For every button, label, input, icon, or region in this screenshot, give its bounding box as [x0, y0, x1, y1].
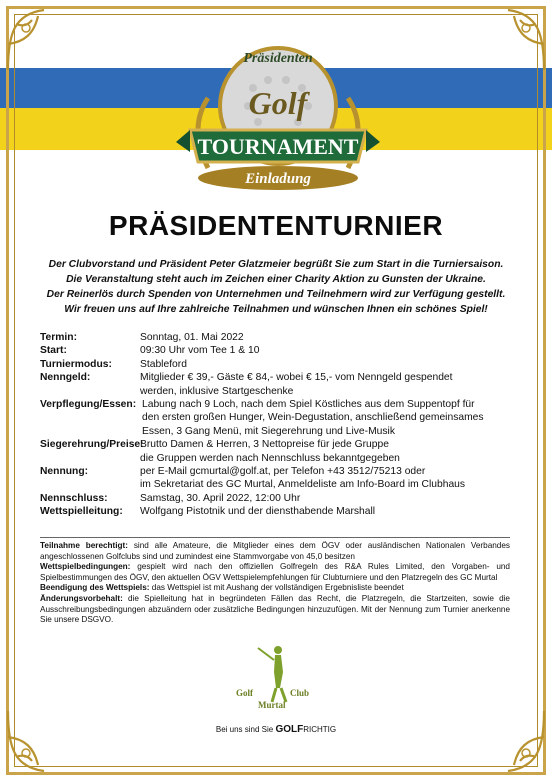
- detail-value: werden, inklusive Startgeschenke: [140, 385, 294, 397]
- detail-row-nenngeld: [40, 371, 520, 398]
- sponsor-brand-bold: GOLF: [275, 724, 304, 735]
- term-label: Beendigung des Wettspiels:: [40, 583, 150, 593]
- detail-label: Nenngeld:: [40, 372, 91, 384]
- sponsor-prefix: Bei uns sind Sie: [215, 725, 276, 734]
- divider: [40, 537, 510, 538]
- detail-label: Turniermodus:: [40, 358, 112, 370]
- detail-label: Termin:: [40, 332, 77, 343]
- logo-top-text: Präsidenten: [243, 51, 313, 66]
- detail-label: Siegerehrung/Preise:: [40, 439, 144, 451]
- detail-value: den ersten großen Hunger, Wein-Degustation, anschließend gemeinsames: [142, 412, 484, 424]
- club-name-murtal: Murtal: [258, 700, 286, 710]
- detail-row-nennung: [40, 465, 520, 492]
- detail-value: Brutto Damen & Herren, 3 Nettopreise für jede Gruppe: [140, 439, 389, 451]
- detail-value: Labung nach 9 Loch, nach dem Spiel Köstliches aus dem Suppentopf für: [142, 399, 475, 411]
- term-label: Teilnahme berechtigt:: [40, 541, 129, 550]
- terms-section: [40, 541, 510, 626]
- detail-label: Start:: [40, 345, 67, 357]
- detail-label: Wettspielleitung:: [40, 506, 123, 518]
- detail-row-termin: [40, 331, 520, 344]
- intro-text: [28, 257, 524, 317]
- corner-ornament-icon: [4, 707, 74, 777]
- detail-label: Verpflegung/Essen:: [40, 399, 137, 411]
- sponsor-brand-rest: RICHTIG: [303, 725, 337, 734]
- term-text: sind alle Amateure, die Mitglieder eines dem ÖGV oder ausländischen Nationalen Verbandes angeschlossenen Golfclubs sind und zumindest eine Stammvorgabe von 45,0 besitzen: [40, 541, 511, 561]
- corner-ornament-icon: [478, 4, 548, 74]
- detail-row-nennschluss: [40, 492, 520, 505]
- term-paragraph: [40, 562, 510, 583]
- logo-bottom-text: Einladung: [245, 171, 311, 187]
- club-name-golf: Golf: [236, 688, 253, 698]
- detail-row-verpflegung: [40, 398, 520, 438]
- detail-row-siegerehrung: [40, 438, 520, 465]
- detail-row-turniermodus: [40, 358, 520, 371]
- detail-value: per E-Mail gcmurtal@golf.at, per Telefon +43 3512/75213 oder: [140, 466, 426, 478]
- term-text: gespielt wird nach den offiziellen Golfregeln des R&A Rules Limited, den Vorgaben- und Spielbestimmungen des ÖGV, den aktuellen ÖGV Wettspielempfehlungen für Clubturniere und den Platzregeln des GC Murtal: [40, 562, 510, 582]
- term-label: Änderungsvorbehalt:: [40, 593, 123, 603]
- detail-value: Stableford: [140, 358, 187, 370]
- detail-row-start: [40, 344, 520, 357]
- term-paragraph: [40, 541, 510, 562]
- logo-golf-text: Golf: [248, 85, 308, 121]
- detail-value: Mitglieder € 39,- Gäste € 84,- wobei € 15,- vom Nenngeld gespendet: [140, 372, 453, 384]
- logo-banner-text: TOURNAMENT: [197, 134, 359, 159]
- detail-value: Essen, 3 Gang Menü, mit Siegerehrung und Live-Musik: [142, 425, 395, 437]
- detail-value: die Gruppen werden nach Nennschluss bekanntgegeben: [140, 452, 400, 464]
- term-label: Wettspielbedingungen:: [40, 562, 131, 572]
- intro-line: Wir freuen uns auf Ihre zahlreiche Teilnahmen und wünschen Ihnen ein schönes Spiel!: [64, 304, 488, 315]
- detail-value: im Sekretariat des GC Murtal, Anmeldeliste am Info-Board im Clubhaus: [140, 479, 466, 491]
- details-table: [40, 331, 520, 519]
- corner-ornament-icon: [478, 707, 548, 777]
- term-text: das Wettspiel ist mit Aushang der vollständigen Ergebnisliste beendet: [149, 583, 404, 593]
- detail-label: Nennschluss:: [40, 492, 108, 504]
- detail-row-wettspielleitung: [40, 505, 520, 518]
- term-paragraph: [40, 583, 510, 594]
- club-name-club: Club: [290, 688, 310, 698]
- term-paragraph: [40, 594, 510, 626]
- intro-line: Der Reinerlös durch Spenden von Unternehmen und Teilnehmern wird zur Verfügung gestellt.: [46, 289, 506, 300]
- intro-line: Der Clubvorstand und Präsident Peter Glatzmeier begrüßt Sie zum Start in die Turniersaison.: [48, 259, 504, 270]
- term-text: die Spielleitung hat in begründeten Fällen das Recht, die Platzregeln, die Startzeiten, sowie die Ausschreibungsbedingungen abzuändern oder zusätzliche Bedingungen hinzuzufügen. Mit der Nennung zum Turnier anerkenne Sie unsere DSGVO.: [40, 593, 510, 625]
- sponsor-line: [0, 724, 552, 735]
- page-title: PRÄSIDENTENTURNIER: [108, 210, 444, 241]
- detail-value: 09:30 Uhr vom Tee 1 & 10: [140, 345, 260, 357]
- detail-value: Sonntag, 01. Mai 2022: [140, 332, 244, 343]
- intro-line: Die Veranstaltung steht auch im Zeichen einer Charity Aktion zu Gunsten der Ukraine.: [66, 274, 486, 285]
- detail-value: Samstag, 30. April 2022, 12:00 Uhr: [140, 492, 301, 504]
- corner-ornament-icon: [4, 4, 74, 74]
- detail-value: Wolfgang Pistotnik und der diensthabende Marshall: [140, 506, 376, 518]
- tournament-logo: [168, 18, 388, 198]
- detail-label: Nennung:: [40, 466, 89, 478]
